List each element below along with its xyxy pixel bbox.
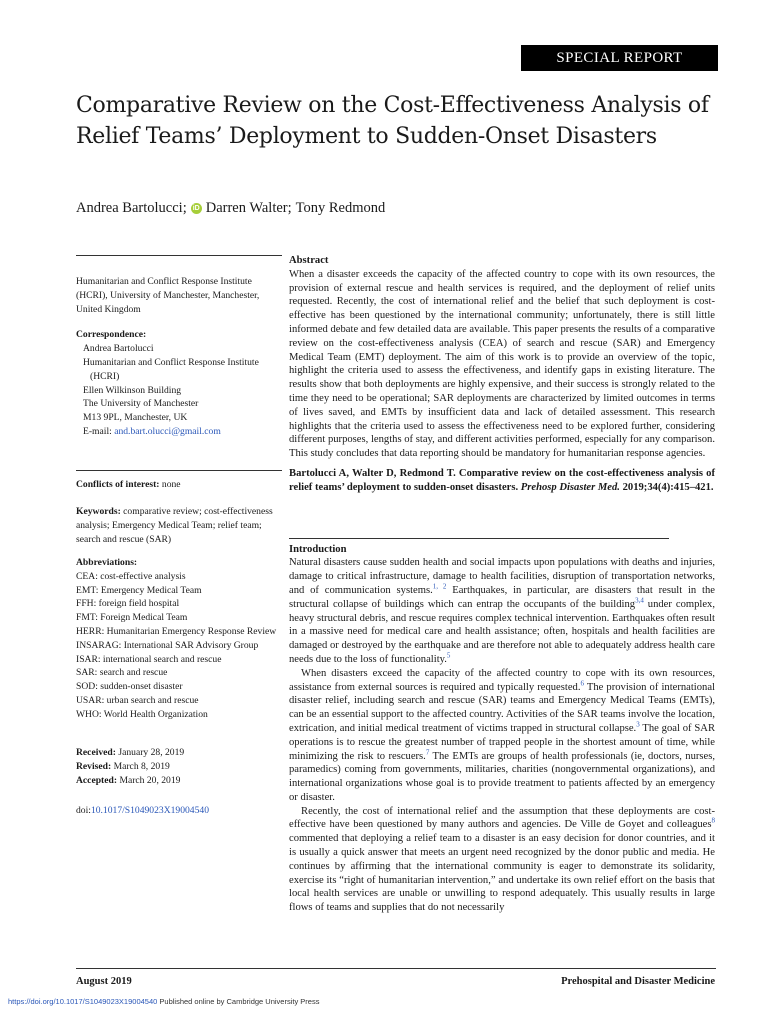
reference-link[interactable]: 3,4 — [635, 596, 644, 605]
published-note: Published online by Cambridge University Press — [159, 997, 320, 1006]
email-link[interactable]: and.bart.olucci@gmail.com — [114, 425, 221, 437]
conflicts-heading: Conflicts of interest: — [76, 479, 160, 490]
abbreviation-item: ISAR: international search and rescue — [76, 653, 222, 665]
reference-link[interactable]: 1, 2 — [432, 582, 447, 591]
footer-divider — [76, 968, 716, 969]
correspondence-line: (HCRI) — [90, 370, 120, 382]
doi-label: doi: — [76, 805, 91, 816]
section-badge: SPECIAL REPORT — [521, 45, 718, 71]
intro-paragraph: Recently, the cost of international relief and the assumption that these deployments are cost-effective have been questioned by many authors and agencies. De Ville de Goyet and colleagues$^8$ commented that deploying a relief team to a disaster is an easy decision for donor countries, and it is usually a quick answer that meets an urgent need recognized by the donor public and media. He continues by affirming that the international community is eager to demonstrate its solidarity, exercise its “right of humanitarian intervention,” and undertake its own relief effort on the basis that local health services are unable or unwilling to respond adequately. This usually results in large flows of teams and supplies that do not necessarily — [289, 805, 715, 914]
divider — [289, 538, 669, 539]
abbreviation-item: EMT: Emergency Medical Team — [76, 584, 202, 596]
orcid-icon[interactable]: iD — [192, 205, 200, 212]
author-name: Tony Redmond — [295, 200, 386, 216]
abbreviation-item: SAR: search and rescue — [76, 667, 168, 679]
correspondence-line: Humanitarian and Conflict Response Institute — [83, 356, 259, 368]
doi-strip — [8, 997, 319, 1006]
conflicts-value: none — [161, 479, 181, 490]
abbreviation-item: USAR: urban search and rescue — [76, 694, 199, 706]
email-label: E-mail: — [83, 425, 112, 437]
keywords-heading: Keywords: — [76, 506, 121, 517]
keywords-value: comparative review; cost-effectiveness analysis; Emergency Medical Team; relief team; search and rescue (SAR) — [76, 506, 273, 545]
keywords-block — [76, 505, 282, 546]
article-title: Comparative Review on the Cost-Effectiveness Analysis of Relief Teams’ Deployment to Sudden-Onset Disasters — [76, 93, 709, 149]
introduction-heading: Introduction — [289, 543, 347, 555]
citation-journal: Prehosp Disaster Med. — [520, 481, 620, 493]
email-row — [76, 425, 282, 439]
doi-block — [76, 804, 282, 818]
abstract-heading: Abstract — [289, 255, 329, 266]
divider — [76, 255, 282, 256]
reference-link[interactable]: 6 — [580, 678, 584, 687]
correspondence-line: The University of Manchester — [83, 398, 199, 410]
correspondence-heading: Correspondence: — [76, 329, 147, 341]
reference-link[interactable]: 7 — [425, 747, 430, 756]
accepted-row: Accepted: March 20, 2019 — [76, 774, 181, 786]
correspondence-line: Andrea Bartolucci — [83, 343, 154, 355]
received-row: Received: January 28, 2019 — [76, 747, 185, 758]
abbreviation-item: WHO: World Health Organization — [76, 708, 208, 720]
accepted-date: March 20, 2019 — [119, 774, 181, 786]
abbreviation-item: SOD: sudden-onset disaster — [76, 681, 183, 693]
abbreviations-block — [76, 556, 282, 722]
reference-link[interactable]: 5 — [446, 651, 451, 660]
abbreviation-item: INSARAG: International SAR Advisory Group — [76, 639, 259, 651]
abstract-text: When a disaster exceeds the capacity of the affected country to cope with its own resources, the provision of external rescue and health services is required, and the deployment of relief units requested. Recently, the cost of international relief and the belief that such deployment is cost-effective has been questioned by the international community; unfortunately, there is still little informed debate and few detailed data are available. This paper presents the results of a comparative review on the cost-effectiveness analysis (CEA) of search and rescue (SAR) and Emergency Medical Team (EMT) deployment. The aim of this work is to provide an overview of the topic, highlight the criteria used to assess the effectiveness, and identify gaps in existing literature. The results show that both deployments are highly expensive, and their success is strongly related to the time they need to be operational; SAR deployments are characterized by limited outcomes in terms of lives saved, and EMTs by insufficient data and lack of detailed assessment. This research highlights that the criteria used to assess the effectiveness need to be explored further, considering different purposes, lengths of stay, and different activities performed, especially for any comparison. This study concludes that data reporting should be mandatory for humanitarian response agencies. — [289, 268, 715, 460]
received-date: January 28, 2019 — [118, 747, 185, 758]
author-list — [76, 200, 385, 217]
correspondence-block — [76, 328, 282, 438]
conflicts-block — [76, 478, 282, 492]
abbreviation-item: HERR: Humanitarian Emergency Response Review — [76, 625, 277, 637]
author-name: Andrea Bartolucci; — [76, 200, 187, 216]
footer-journal: Prehospital and Disaster Medicine — [561, 976, 715, 987]
abbreviation-item: FFH: foreign field hospital — [76, 598, 180, 610]
doi-url-link[interactable]: https://doi.org/10.1017/S1049023X19004540 — [8, 997, 158, 1006]
doi-link[interactable]: 10.1017/S1049023X19004540 — [90, 805, 209, 816]
abbreviation-item: FMT: Foreign Medical Team — [76, 612, 188, 624]
article-sidebar — [76, 275, 282, 451]
revised-row: Revised: March 8, 2019 — [76, 760, 170, 772]
correspondence-line: Ellen Wilkinson Building — [83, 384, 182, 396]
abbreviations-heading: Abbreviations: — [76, 557, 138, 568]
reference-link[interactable]: 8 — [711, 816, 715, 825]
divider — [76, 470, 282, 471]
author-name: Darren Walter; — [205, 200, 292, 216]
affiliation: Humanitarian and Conflict Response Institute (HCRI), University of Manchester, Manchester, United Kingdom — [76, 276, 260, 315]
reference-link[interactable]: 3 — [636, 720, 640, 729]
citation: Bartolucci A, Walter D, Redmond T. Comparative review on the cost-effectiveness analysis of relief teams’ deployment to sudden-onset disasters. Prehosp Disaster Med. 2019;34(4):415–421. — [289, 467, 715, 493]
dates-block — [76, 746, 282, 787]
intro-paragraph: Natural disasters cause sudden health and social impacts upon populations with deaths and injuries, damage to critical infrastructure, damage to health facilities, disruption of transportation networks, and of communication systems.$^{1, 2}$ Earthquakes, in particular, are disasters that result in the structural collapse of buildings which can entrap the occupants of the building$^{3,4}$ under complex, heavy structural debris, and rescue requires complex technical intervention. Earthquakes often result in a massive need for medical care and health assistance; often, hospitals and health facilities are damaged or destroyed by the earthquake and are therefore not able to adequately address health care needs due to the loss of functionality.$^5$ — [289, 557, 715, 665]
intro-paragraph: When disasters exceed the capacity of the affected country to cope with its own resources, assistance from external sources is required and typically requested.$^6$ The provision of international disaster relief, including search and rescue (SAR) teams and Emergency Medical Teams (EMTs), can be an essential support to the affected country. Activities of the SAR teams involve the location, extrication, and initial medical treatment of victims trapped in structural collapse.$^3$ The goal of SAR operations is to rescue the greatest number of trapped people in the shortest amount of time, while minimizing the risk to rescuers.$^7$ The EMTs are groups of health professionals (ie, doctors, nurses, paramedics) coming from governments, militaries, charities (nongovernmental organizations), and international organizations whose goal is to provide treatment to patients affected by an emergency or disaster. — [289, 667, 716, 803]
main-column — [289, 254, 715, 915]
correspondence-line: M13 9PL, Manchester, UK — [83, 412, 188, 424]
abbreviation-item: CEA: cost-effective analysis — [76, 570, 186, 582]
footer-date: August 2019 — [76, 976, 132, 987]
revised-date: March 8, 2019 — [113, 760, 170, 772]
